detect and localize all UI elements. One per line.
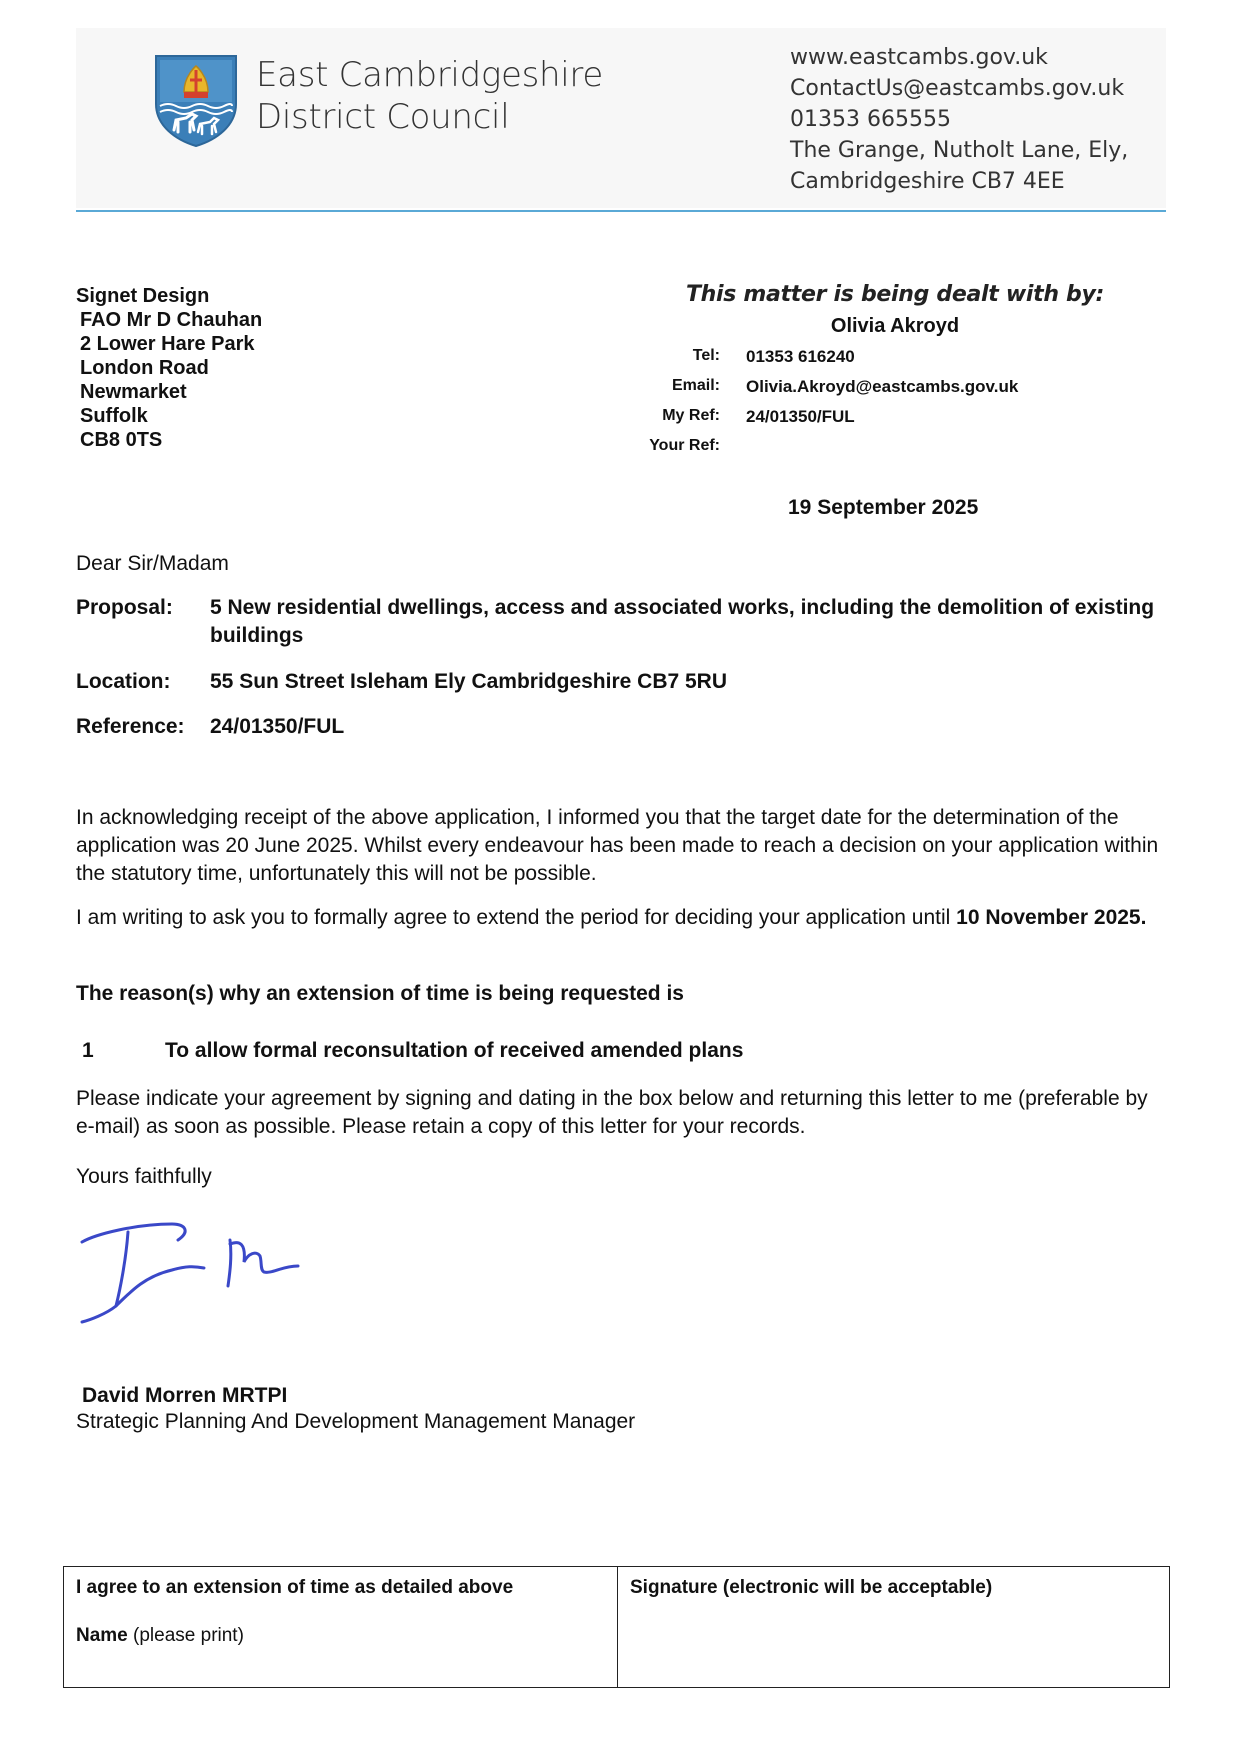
council-name: East Cambridgeshire District Council bbox=[256, 55, 603, 137]
reasons-heading: The reason(s) why an extension of time is being requested is bbox=[76, 982, 684, 1005]
officer-name: Olivia Akroyd bbox=[830, 315, 960, 337]
council-address-line1: The Grange, Nutholt Lane, Ely, bbox=[790, 138, 1129, 163]
letter-date: 19 September 2025 bbox=[788, 496, 979, 519]
header-divider bbox=[76, 210, 1166, 212]
agreement-signature-cell[interactable] bbox=[618, 1567, 1169, 1687]
recipient-postcode: CB8 0TS bbox=[80, 429, 163, 451]
my-ref-value: 24/01350/FUL bbox=[746, 407, 855, 426]
council-email[interactable]: ContactUs@eastcambs.gov.uk bbox=[790, 76, 1125, 101]
council-phone: 01353 665555 bbox=[790, 107, 951, 132]
signatory-name: David Morren MRTPI bbox=[82, 1384, 288, 1407]
paragraph-extension-request bbox=[76, 904, 1166, 932]
name-field[interactable] bbox=[76, 1625, 605, 1647]
recipient-town: Newmarket bbox=[80, 381, 187, 403]
handwritten-signature bbox=[76, 1210, 316, 1330]
agreement-box bbox=[63, 1566, 1170, 1688]
email-value[interactable]: Olivia.Akroyd@eastcambs.gov.uk bbox=[746, 377, 1019, 396]
reason-number: 1 bbox=[82, 1039, 94, 1062]
paragraph-instructions: Please indicate your agreement by signing and dating in the box below and returning this letter to me (preferable by e-mail) as soon as possible. Please retain a copy of this letter for your records. bbox=[76, 1087, 1148, 1138]
tel-value: 01353 616240 bbox=[746, 347, 855, 366]
council-website[interactable]: www.eastcambs.gov.uk bbox=[790, 45, 1048, 70]
officer-block bbox=[650, 282, 1140, 338]
name-label: Name bbox=[76, 1625, 128, 1646]
my-ref-label: My Ref: bbox=[662, 407, 720, 424]
extension-request-text: I am writing to ask you to formally agree to extend the period for deciding your application until bbox=[76, 906, 957, 929]
your-ref-label: Your Ref: bbox=[649, 437, 720, 454]
reason-text: To allow formal reconsultation of received amended plans bbox=[165, 1039, 744, 1062]
paragraph-acknowledgement: In acknowledging receipt of the above application, I informed you that the target date for the determination of the application was 20 June 2025. Whilst every endeavour has been made to reach a decision on your application within the statutory time, unfortunately this will not be possible. bbox=[76, 806, 1159, 885]
council-address-line2: Cambridgeshire CB7 4EE bbox=[790, 169, 1065, 194]
location-value: 55 Sun Street Isleham Ely Cambridgeshire CB7 5RU bbox=[210, 670, 728, 693]
name-hint: (please print) bbox=[127, 1625, 244, 1646]
closing: Yours faithfully bbox=[76, 1165, 212, 1188]
salutation: Dear Sir/Madam bbox=[76, 552, 229, 575]
location-label: Location: bbox=[76, 670, 171, 693]
officer-heading: This matter is being dealt with by: bbox=[685, 282, 1105, 307]
reference-label: Reference: bbox=[76, 715, 185, 738]
email-label: Email: bbox=[671, 377, 720, 394]
recipient-road: London Road bbox=[80, 357, 209, 379]
extension-date: 10 November 2025. bbox=[956, 906, 1147, 929]
agreement-heading: I agree to an extension of time as detailed above bbox=[76, 1577, 514, 1598]
recipient-street: 2 Lower Hare Park bbox=[80, 333, 255, 355]
proposal-label: Proposal: bbox=[76, 596, 173, 619]
signature-heading: Signature (electronic will be acceptable) bbox=[630, 1577, 993, 1598]
tel-label: Tel: bbox=[692, 347, 720, 364]
council-contact-block bbox=[790, 42, 1128, 197]
recipient-company: Signet Design bbox=[76, 285, 210, 307]
proposal-value: 5 New residential dwellings, access and associated works, including the demolition of existing buildings bbox=[210, 596, 1155, 647]
recipient-fao: FAO Mr D Chauhan bbox=[80, 309, 263, 331]
agreement-name-cell[interactable] bbox=[64, 1567, 618, 1687]
reference-value: 24/01350/FUL bbox=[210, 715, 345, 738]
council-crest-icon bbox=[152, 52, 240, 148]
recipient-address bbox=[76, 284, 262, 452]
signatory-title: Strategic Planning And Development Management Manager bbox=[76, 1410, 636, 1433]
recipient-county: Suffolk bbox=[80, 405, 148, 427]
